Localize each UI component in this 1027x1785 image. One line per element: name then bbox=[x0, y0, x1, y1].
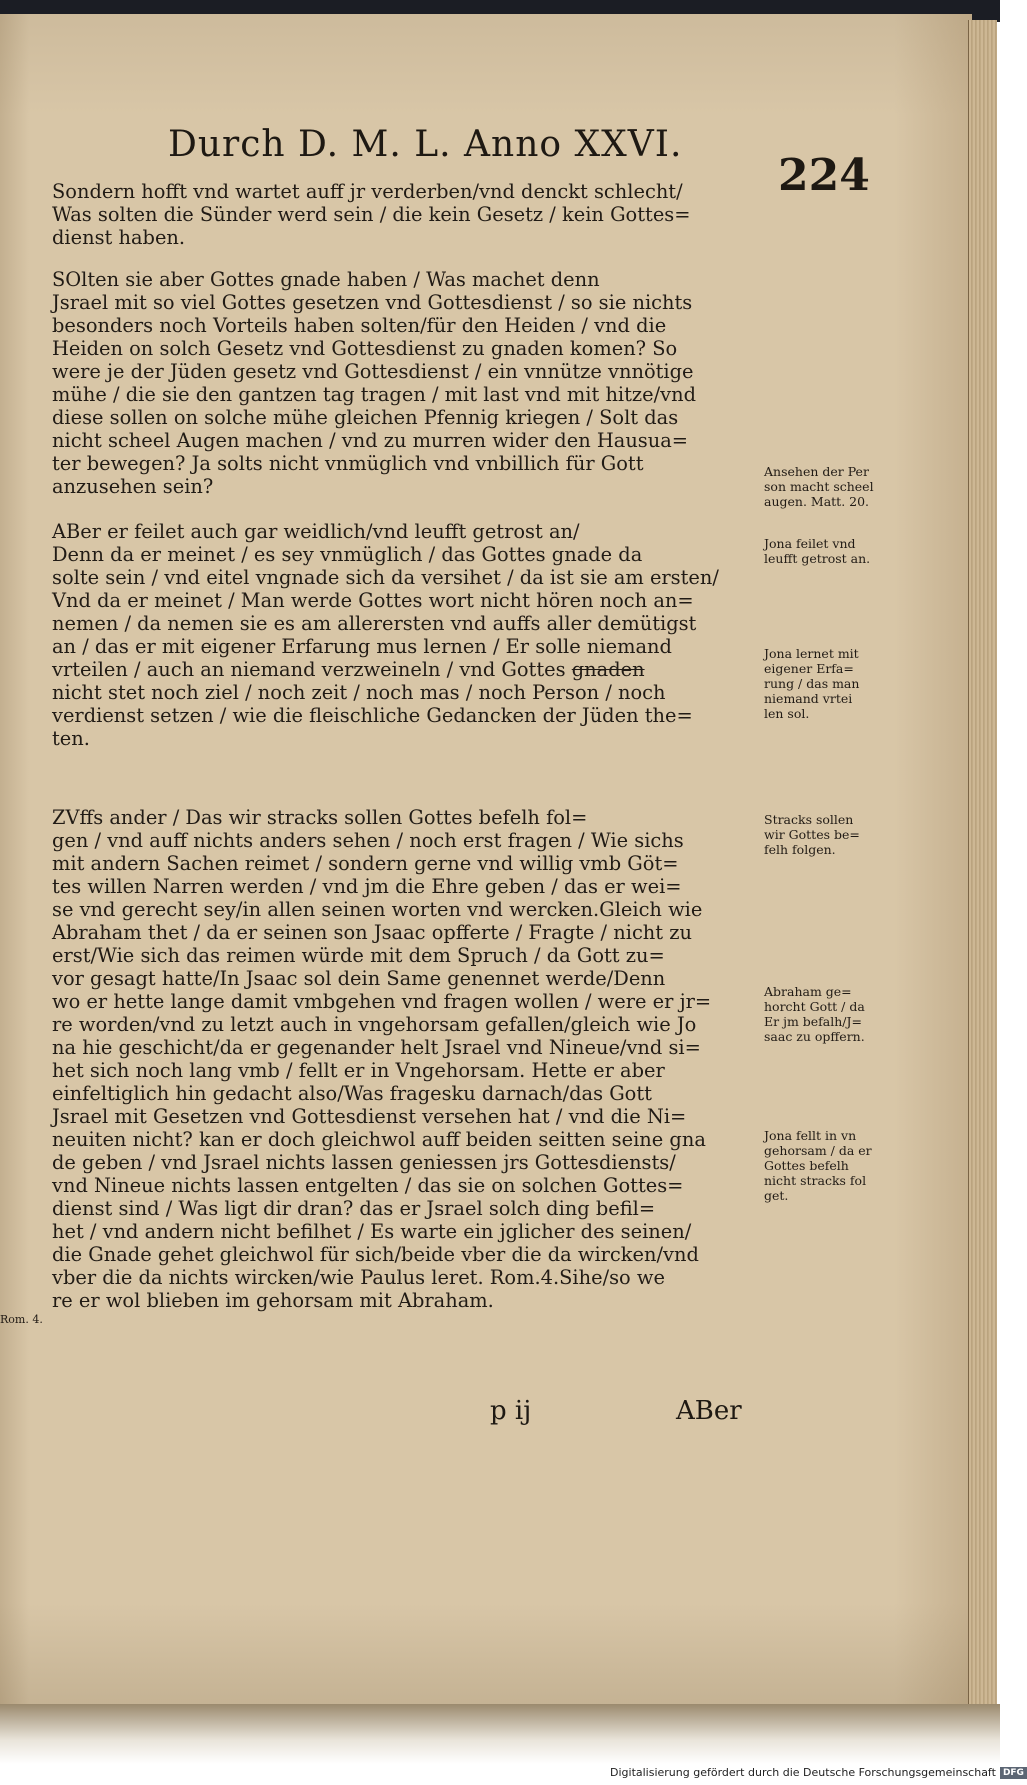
text-line: re er wol blieben im gehorsam mit Abraham. bbox=[52, 1289, 494, 1312]
marginal-note-1 bbox=[764, 464, 904, 509]
text-line: anzusehen sein? bbox=[52, 475, 214, 498]
text-line: na hie geschicht/da er gegenander helt Jsrael vnd Nineue/vnd si= bbox=[52, 1036, 701, 1059]
note-line: Abraham ge= bbox=[764, 984, 852, 999]
catchword: ABer bbox=[676, 1396, 742, 1426]
text-line: verdienst setzen / wie die fleischliche Gedancken der Jüden the= bbox=[52, 704, 693, 727]
text-line: nicht scheel Augen machen / vnd zu murren wider den Hausua= bbox=[52, 429, 689, 452]
note-line: Stracks sollen bbox=[764, 812, 854, 827]
paragraph-2 bbox=[52, 268, 762, 498]
note-line: Gottes befelh bbox=[764, 1158, 849, 1173]
book-bottom-shadow bbox=[0, 1704, 1000, 1764]
text-line: Vnd da er meinet / Man werde Gottes wort nicht hören noch an= bbox=[52, 589, 694, 612]
text-line: Jsrael mit so viel Gottes gesetzen vnd Gottesdienst / so sie nichts bbox=[52, 291, 693, 314]
text-line: besonders noch Vorteils haben solten/für den Heiden / vnd die bbox=[52, 314, 667, 337]
note-line: len sol. bbox=[764, 706, 810, 721]
text-line: mit andern Sachen reimet / sondern gerne vnd willig vmb Göt= bbox=[52, 852, 679, 875]
text-line: neuiten nicht? kan er doch gleichwol auff beiden seitten seine gna bbox=[52, 1128, 706, 1151]
note-line: gehorsam / da er bbox=[764, 1143, 872, 1158]
text-line: vor gesagt hatte/In Jsaac sol dein Same genennet werde/Denn bbox=[52, 967, 666, 990]
text-line: Heiden on solch Gesetz vnd Gottesdienst zu gnaden komen? So bbox=[52, 337, 678, 360]
text-line: gen / vnd auff nichts anders sehen / noch erst fragen / Wie sichs bbox=[52, 829, 684, 852]
note-line: Jona fellt in vn bbox=[764, 1128, 857, 1143]
note-line: saac zu opffern. bbox=[764, 1029, 865, 1044]
text-line: de geben / vnd Jsrael nichts lassen geniessen jrs Gottesdiensts/ bbox=[52, 1151, 676, 1174]
text-line: were je der Jüden gesetz vnd Gottesdienst / ein vnnütze vnnötige bbox=[52, 360, 694, 383]
note-line: Jona lernet mit bbox=[764, 646, 859, 661]
struck-word: gnaden bbox=[571, 658, 645, 681]
text-line: ABer er feilet auch gar weidlich/vnd leufft getrost an/ bbox=[52, 520, 580, 543]
note-line: leufft getrost an. bbox=[764, 551, 871, 566]
paragraph-4 bbox=[52, 806, 762, 1312]
text-line: die Gnade gehet gleichwol für sich/beide vber die da wircken/vnd bbox=[52, 1243, 699, 1266]
text-line: Was solten die Sünder werd sein / die kein Gesetz / kein Gottes= bbox=[52, 203, 691, 226]
text-line: erst/Wie sich das reimen würde mit dem Spruch / da Gott zu= bbox=[52, 944, 665, 967]
note-line: augen. Matt. 20. bbox=[764, 494, 870, 509]
note-line: niemand vrtei bbox=[764, 691, 853, 706]
text-line: Denn da er meinet / es sey vnmüglich / das Gottes gnade da bbox=[52, 543, 643, 566]
text-line: ZVffs ander / Das wir stracks sollen Gottes befelh fol= bbox=[52, 806, 588, 829]
text-line: dienst sind / Was ligt dir dran? das er Jsrael solch ding befil= bbox=[52, 1197, 656, 1220]
note-line: get. bbox=[764, 1188, 789, 1203]
text-line: SOlten sie aber Gottes gnade haben / Was machet denn bbox=[52, 268, 600, 291]
dfg-logo: DFG bbox=[1000, 1767, 1027, 1779]
note-line: nicht stracks fol bbox=[764, 1173, 867, 1188]
running-title: Durch D. M. L. Anno XXVI. bbox=[168, 124, 683, 165]
text-line: Jsrael mit Gesetzen vnd Gottesdienst versehen hat / vnd die Ni= bbox=[52, 1105, 687, 1128]
page-number: 224 bbox=[778, 150, 870, 201]
signature-mark: p ij bbox=[490, 1396, 532, 1426]
text-line: dienst haben. bbox=[52, 226, 186, 249]
text-line: mühe / die sie den gantzen tag tragen / mit last vnd mit hitze/vnd bbox=[52, 383, 697, 406]
text-line: het / vnd andern nicht befilhet / Es warte ein jglicher des seinen/ bbox=[52, 1220, 692, 1243]
note-line: wir Gottes be= bbox=[764, 827, 860, 842]
text-line: het sich noch lang vmb / fellt er in Vngehorsam. Hette er aber bbox=[52, 1059, 665, 1082]
text-line: Sondern hofft vnd wartet auff jr verderben/vnd denckt schlecht/ bbox=[52, 180, 683, 203]
marginal-note-6 bbox=[764, 1128, 904, 1203]
marginal-note-2 bbox=[764, 536, 904, 566]
text-line: solte sein / vnd eitel vngnade sich da versihet / da ist sie am ersten/ bbox=[52, 566, 719, 589]
note-line: Er jm befalh/J= bbox=[764, 1014, 862, 1029]
left-marginal-reference: Rom. 4. bbox=[0, 1313, 43, 1326]
note-line: rung / das man bbox=[764, 676, 860, 691]
text-line: nicht stet noch ziel / noch zeit / noch mas / noch Person / noch bbox=[52, 681, 666, 704]
text-line-with-strikethrough: vrteilen / auch an niemand verzweineln / vnd Gottes gnaden bbox=[52, 658, 645, 681]
text-line: wo er hette lange damit vmbgehen vnd fragen wollen / were er jr= bbox=[52, 990, 712, 1013]
marginal-note-5 bbox=[764, 984, 904, 1044]
text-line: nemen / da nemen sie es am allerersten vnd auffs aller demütigst bbox=[52, 612, 697, 635]
note-line: felh folgen. bbox=[764, 842, 836, 857]
paragraph-1 bbox=[52, 180, 762, 249]
note-line: eigener Erfa= bbox=[764, 661, 854, 676]
note-line: Jona feilet vnd bbox=[764, 536, 856, 551]
text-line: an / das er mit eigener Erfarung mus lernen / Er solle niemand bbox=[52, 635, 672, 658]
marginal-note-3 bbox=[764, 646, 904, 721]
credit-text: Digitalisierung gefördert durch die Deutsche Forschungsgemeinschaft bbox=[610, 1766, 996, 1779]
text-line: einfeltiglich hin gedacht also/Was fragesku darnach/das Gott bbox=[52, 1082, 652, 1105]
text-line: se vnd gerecht sey/in allen seinen worten vnd wercken.Gleich wie bbox=[52, 898, 703, 921]
text-line: ter bewegen? Ja solts nicht vnmüglich vnd vnbillich für Gott bbox=[52, 452, 644, 475]
text-line: re worden/vnd zu letzt auch in vngehorsam gefallen/gleich wie Jo bbox=[52, 1013, 697, 1036]
digitization-credit bbox=[610, 1766, 1024, 1782]
paragraph-3 bbox=[52, 520, 762, 750]
note-line: horcht Gott / da bbox=[764, 999, 865, 1014]
text-line: Abraham thet / da er seinen son Jsaac opfferte / Fragte / nicht zu bbox=[52, 921, 692, 944]
marginal-note-4 bbox=[764, 812, 904, 857]
note-line: son macht scheel bbox=[764, 479, 874, 494]
text-line: vnd Nineue nichts lassen entgelten / das sie on solchen Gottes= bbox=[52, 1174, 684, 1197]
text-line: ten. bbox=[52, 727, 90, 750]
page-edges bbox=[968, 20, 997, 1710]
text-line: diese sollen on solche mühe gleichen Pfennig kriegen / Solt das bbox=[52, 406, 679, 429]
text-line: tes willen Narren werden / vnd jm die Ehre geben / das er wei= bbox=[52, 875, 682, 898]
text-line: vber die da nichts wircken/wie Paulus leret. Rom.4.Sihe/so we bbox=[52, 1266, 665, 1289]
note-line: Ansehen der Per bbox=[764, 464, 869, 479]
